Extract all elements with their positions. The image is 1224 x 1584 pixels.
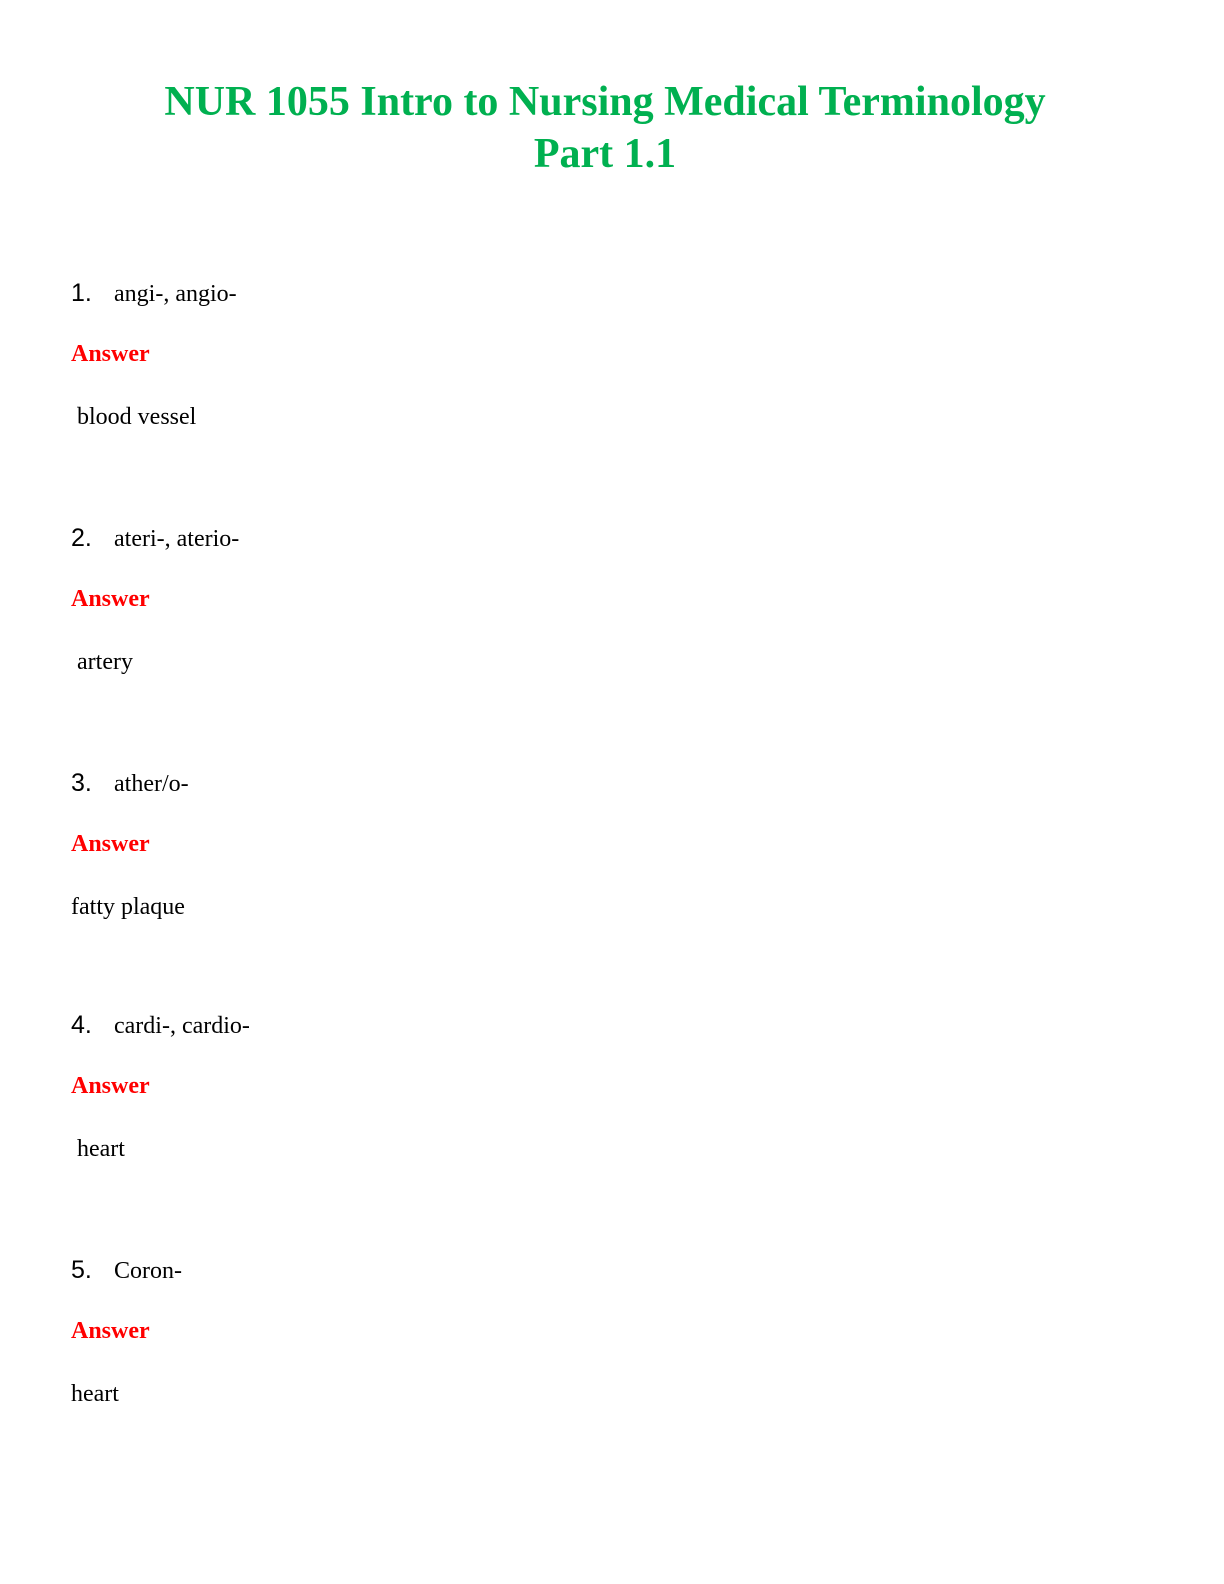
question-number: 5. bbox=[71, 1256, 92, 1284]
answer-text: fatty plaque bbox=[71, 894, 185, 920]
question-term: ather/o- bbox=[114, 771, 189, 797]
answer-label: Answer bbox=[71, 341, 150, 367]
answer-label: Answer bbox=[71, 1073, 150, 1099]
question-row bbox=[71, 768, 189, 798]
answer-label: Answer bbox=[71, 1318, 150, 1344]
question-term: angi-, angio- bbox=[114, 281, 237, 307]
answer-text: heart bbox=[71, 1136, 125, 1162]
question-row bbox=[71, 523, 239, 553]
question-row bbox=[71, 1255, 182, 1285]
title-line-2: Part 1.1 bbox=[533, 131, 677, 177]
question-number: 3. bbox=[71, 769, 92, 797]
question-term: cardi-, cardio- bbox=[114, 1013, 250, 1039]
answer-text: heart bbox=[71, 1381, 119, 1407]
document-title bbox=[0, 76, 1210, 180]
question-term: Coron- bbox=[114, 1258, 182, 1284]
title-line-1: NUR 1055 Intro to Nursing Medical Terminology bbox=[164, 79, 1046, 125]
question-number: 1. bbox=[71, 279, 92, 307]
question-term: ateri-, aterio- bbox=[114, 526, 240, 552]
answer-text: blood vessel bbox=[71, 404, 197, 430]
question-number: 4. bbox=[71, 1011, 92, 1039]
question-row bbox=[71, 278, 237, 308]
question-number: 2. bbox=[71, 524, 92, 552]
answer-label: Answer bbox=[71, 831, 150, 857]
question-row bbox=[71, 1010, 250, 1040]
answer-label: Answer bbox=[71, 586, 150, 612]
answer-text: artery bbox=[71, 649, 133, 675]
